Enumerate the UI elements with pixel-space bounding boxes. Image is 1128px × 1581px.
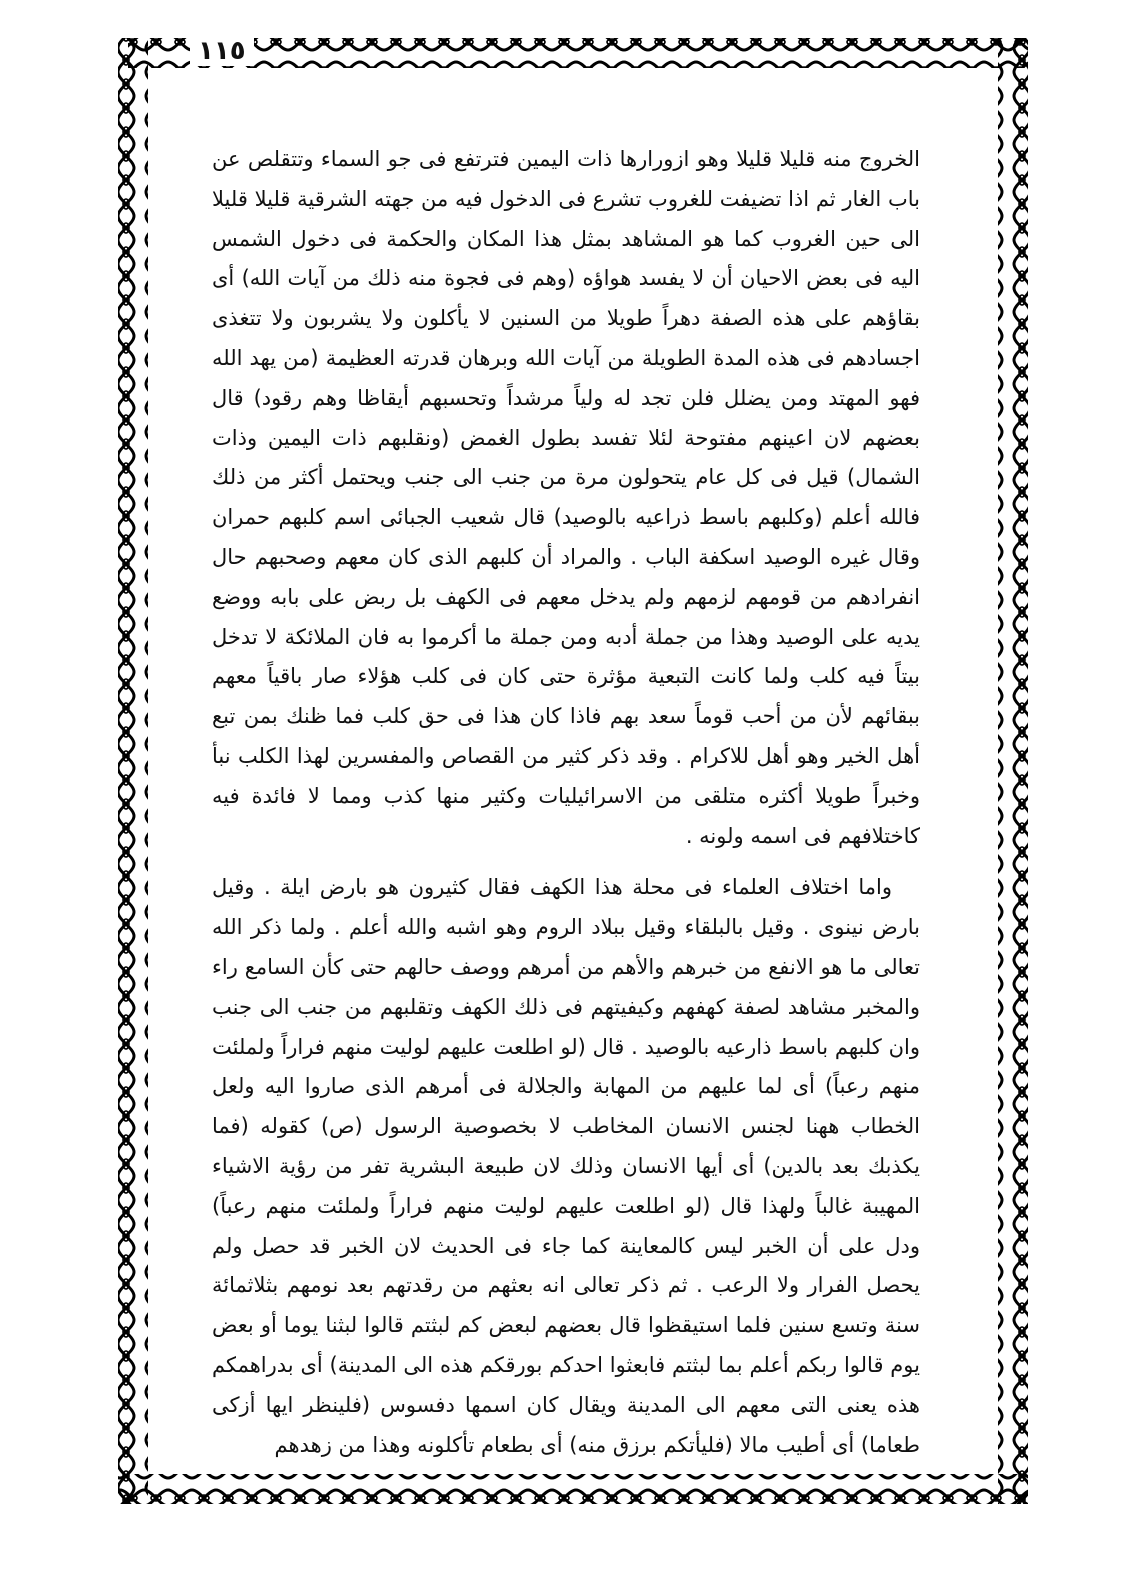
page-number: ١١٥ xyxy=(190,36,254,66)
paragraph: الخروج منه قليلا قليلا وهو ازورارها ذات اليمين فترتفع فى جو السماء وتتقلص عن باب الغار ثم اذا تضيفت للغروب تشرع فى الدخول فيه من جهته الشرقية قليلا قليلا الى حين الغروب كما هو المشاهد بمثل هذا المكان والحكمة فى دخول الشمس اليه فى بعض الاحيان أن لا يفسد هواؤه (وهم فى فجوة منه ذلك من آيات الله) أى بقاؤهم على هذه الصفة دهراً طويلا من السنين لا يأكلون ولا يشربون ولا تتغذى اجسادهم فى هذه المدة الطويلة من آيات الله وبرهان قدرته العظيمة (من يهد الله فهو المهتد ومن يضلل فلن تجد له ولياً مرشداً وتحسبهم أيقاظا وهم رقود) قال بعضهم لان اعينهم مفتوحة لئلا تفسد بطول الغمض (ونقلبهم ذات اليمين وذات الشمال) قيل فى كل عام يتحولون مرة من جنب الى جنب ويحتمل أكثر من ذلك فالله أعلم (وكلبهم باسط ذراعيه بالوصيد) قال شعيب الجبائى اسم كلبهم حمران وقال غيره الوصيد اسكفة الباب . والمراد أن كلبهم الذى كان معهم وصحبهم حال انفرادهم من قومهم لزمهم ولم يدخل معهم فى الكهف بل ربض على بابه ووضع يديه على الوصيد وهذا من جملة أدبه ومن جملة ما أكرموا به فان الملائكة لا تدخل بيتاً فيه كلب ولما كانت التبعية مؤثرة حتى كان فى كلب هؤلاء صار باقياً معهم ببقائهم لأن من أحب قوماً سعد بهم فاذا كان هذا فى حق كلب فما ظنك بمن تبع أهل الخير وهو أهل للاكرام . وقد ذكر كثير من القصاص والمفسرين لهذا الكلب نبأ وخبراً طويلا أكثره متلقى من الاسرائيليات وكثير منها كذب ومما لا فائدة فيه كاختلافهم فى اسمه ولونه . xyxy=(212,147,920,848)
paragraph: واما اختلاف العلماء فى محلة هذا الكهف فقال كثيرون هو بارض ايلة . وقيل بارض نينوى . وقيل بالبلقاء وقيل ببلاد الروم وهو اشبه والله أعلم . ولما ذكر الله تعالى ما هو الانفع من خبرهم والأهم من أمرهم ووصف حالهم حتى كأن السامع راء والمخبر مشاهد لصفة كهفهم وكيفيتهم فى ذلك الكهف وتقلبهم من جنب الى جنب وان كلبهم باسط ذارعيه بالوصيد . قال (لو اطلعت عليهم لوليت منهم فراراً ولملئت منهم رعباً) أى لما عليهم من المهابة والجلالة فى أمرهم الذى صاروا اليه ولعل الخطاب ههنا لجنس الانسان المخاطب لا بخصوصية الرسول (ص) كقوله (فما يكذبك بعد بالدين) أى أيها الانسان وذلك لان طبيعة البشرية تفر من رؤية الاشياء المهيبة غالباً ولهذا قال (لو اطلعت عليهم لوليت منهم فراراً ولملئت منهم رعباً) ودل على أن الخبر ليس كالمعاينة كما جاء فى الحديث لان الخبر قد حصل ولم يحصل الفرار ولا الرعب . ثم ذكر تعالى انه بعثهم من رقدتهم بعد نومهم بثلاثمائة سنة وتسع سنين فلما استيقظوا قال بعضهم لبعض كم لبثتم قالوا لبثنا يوما أو بعض يوم قالوا ربكم أعلم بما لبثتم فابعثوا احدكم بورقكم هذه الى المدينة) أى بدراهمكم هذه يعنى التى معهم الى المدينة ويقال كان اسمها دفسوس (فلينظر ايها أزكى طعاما) أى أطيب مالا (فليأتكم برزق منه) أى بطعام تأكلونه وهذا من زهدهم xyxy=(212,875,920,1457)
body-text xyxy=(212,140,920,1457)
